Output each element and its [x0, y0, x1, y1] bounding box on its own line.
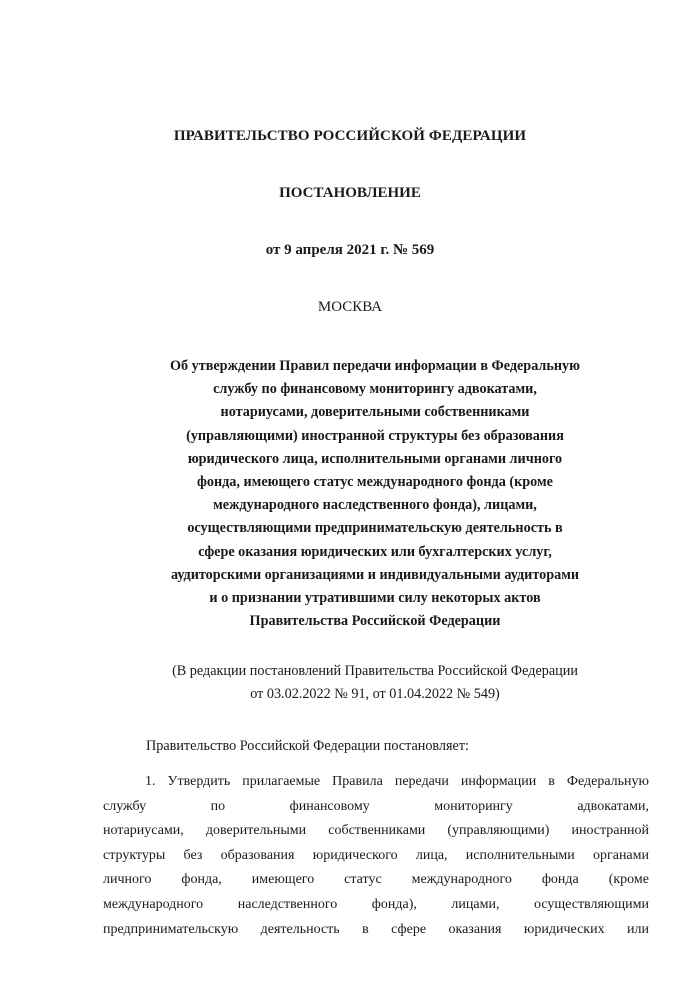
document-date-number: от 9 апреля 2021 г. № 569	[265, 242, 435, 258]
body-line: нотариусами, доверительными собственниками (управляющими) иностранной	[103, 823, 649, 839]
title-line: фонда, имеющего статус международного фонда (кроме	[197, 474, 553, 491]
title-line: международного наследственного фонда), лицами,	[213, 497, 537, 514]
edition-line: от 03.02.2022 № 91, от 01.04.2022 № 549)	[250, 686, 500, 702]
title-line: нотариусами, доверительными собственниками	[220, 404, 530, 421]
title-line: и о признании утратившими силу некоторых актов	[209, 590, 541, 607]
edition-line: (В редакции постановлений Правительства Российской Федерации	[172, 663, 578, 679]
body-line: службу по финансовому мониторингу адвокатами,	[103, 798, 649, 814]
title-line: юридического лица, исполнительными органами личного	[187, 450, 563, 467]
body-paragraph	[103, 770, 649, 942]
intro-paragraph: Правительство Российской Федерации постановляет:	[146, 738, 469, 754]
title-line: сфере оказания юридических или бухгалтерских услуг,	[198, 543, 552, 560]
document-city: МОСКВА	[317, 299, 383, 315]
title-line: (управляющими) иностранной структуры без образования	[186, 427, 564, 444]
government-heading: ПРАВИТЕЛЬСТВО РОССИЙСКОЙ ФЕДЕРАЦИИ	[173, 128, 527, 144]
title-line: Об утверждении Правил передачи информации в Федеральную	[169, 358, 580, 374]
body-line: структуры без образования юридического лица, исполнительными органами	[103, 847, 649, 863]
body-line: международного наследственного фонда), лицами, осуществляющими	[103, 896, 649, 912]
title-line: Правительства Российской Федерации	[249, 613, 501, 630]
title-line: аудиторскими организациями и индивидуальными аудиторами	[170, 566, 580, 583]
edition-note	[120, 660, 630, 706]
body-line: 1. Утвердить прилагаемые Правила передачи информации в Федеральную	[145, 774, 649, 789]
title-line: осуществляющими предпринимательскую деятельность в	[187, 520, 563, 537]
title-line: службу по финансовому мониторингу адвокатами,	[213, 381, 537, 398]
body-line: предпринимательскую деятельность в сфере оказания юридических или	[103, 921, 649, 937]
document-type: ПОСТАНОВЛЕНИЕ	[279, 185, 421, 201]
document-title	[140, 355, 610, 633]
body-line: личного фонда, имеющего статус международного фонда (кроме	[103, 872, 649, 888]
